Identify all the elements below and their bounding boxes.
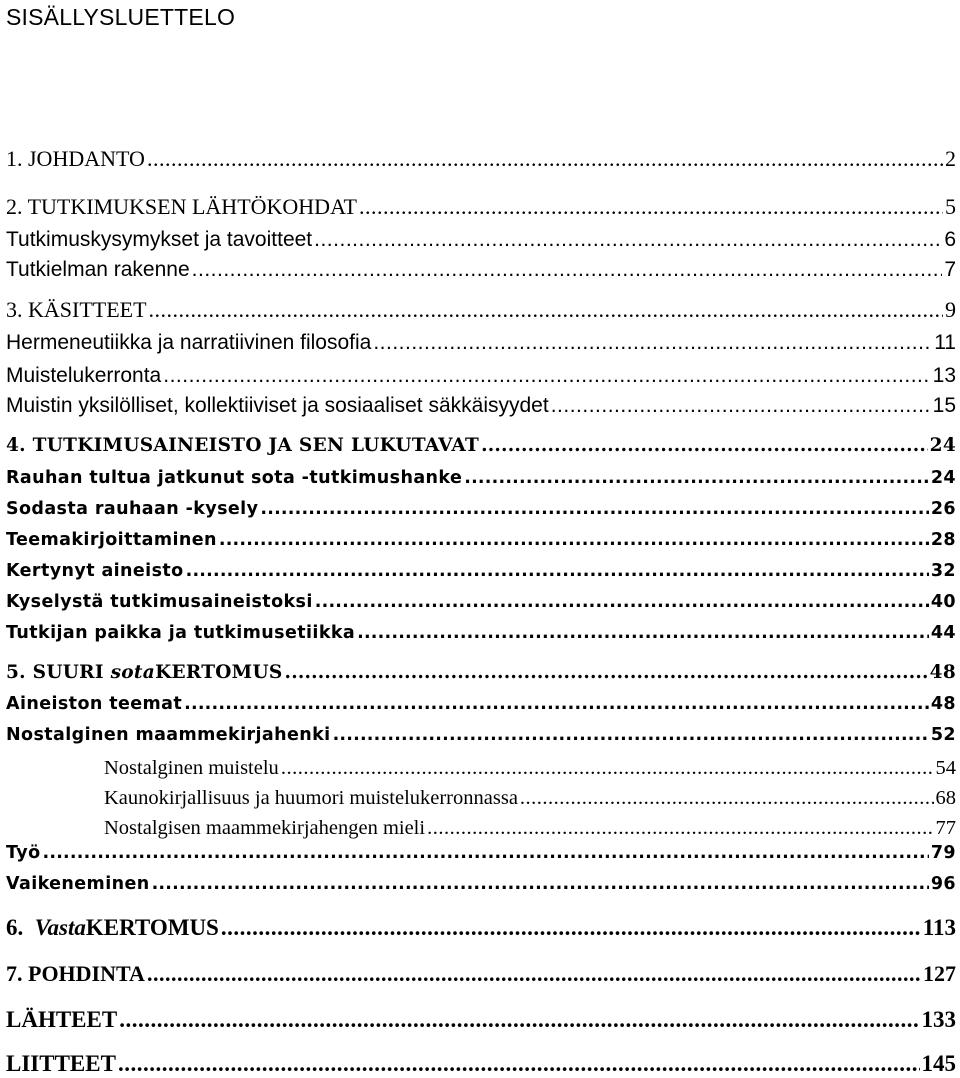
toc-entry-label: 4. TUTKIMUSAINEISTO JA SEN LUKUTAVAT <box>6 435 480 456</box>
toc-entry-label-prefix: 6. <box>6 915 35 940</box>
toc-dot-leader <box>147 960 921 988</box>
toc-dot-leader <box>359 193 943 221</box>
toc-dot-leader <box>219 526 929 554</box>
toc-dot-leader <box>221 914 921 942</box>
toc-entry-page-number: 13 <box>932 364 956 387</box>
toc-dot-leader <box>43 839 929 867</box>
toc-dot-leader <box>152 870 929 898</box>
toc-dot-leader <box>427 814 933 842</box>
toc-entry[interactable] <box>6 329 956 357</box>
toc-entry[interactable] <box>6 619 956 647</box>
toc-entry-page-number: 79 <box>930 843 956 863</box>
toc-entry[interactable] <box>6 464 956 492</box>
toc-dot-leader <box>464 464 929 492</box>
toc-entry-label: Kertynyt aineisto <box>6 561 184 581</box>
toc-entry-page-number: 2 <box>945 146 956 171</box>
toc-entry-page-number: 11 <box>934 331 956 354</box>
toc-entry-page-number: 48 <box>930 694 956 714</box>
toc-entry-label: Rauhan tultua jatkunut sota -tutkimushanke <box>6 468 463 488</box>
toc-entry-label: 3. KÄSITTEET <box>6 297 147 322</box>
toc-entry[interactable] <box>6 870 956 898</box>
toc-entry-label: Tutkijan paikka ja tutkimusetiikka <box>6 623 356 643</box>
toc-entry-page-number: 96 <box>930 874 956 894</box>
toc-entry-page-number: 28 <box>930 530 956 550</box>
toc-title: SISÄLLYSLUETTELO <box>6 4 236 30</box>
toc-entry[interactable] <box>6 432 956 460</box>
toc-entry-page-number: 77 <box>935 817 956 839</box>
toc-entry[interactable] <box>6 960 956 988</box>
toc-entry[interactable] <box>6 1050 956 1078</box>
toc-entry-page-number: 24 <box>929 435 956 456</box>
toc-entry-label: Kyselystä tutkimusaineistoksi <box>6 592 313 612</box>
toc-dot-leader <box>260 495 928 523</box>
toc-entry-label: Muistin yksilölliset, kollektiiviset ja sosiaaliset säkkäisyydet <box>6 394 549 417</box>
toc-entry-page-number: 54 <box>935 757 956 779</box>
toc-entry[interactable] <box>104 814 956 842</box>
toc-entry-label-prefix: 5. SUURI <box>6 662 111 683</box>
toc-entry-label-suffix: KERTOMUS <box>85 915 219 940</box>
toc-dot-leader <box>481 432 928 460</box>
toc-entry-page-number: 32 <box>930 561 956 581</box>
toc-entry[interactable] <box>6 1006 956 1034</box>
toc-entry-label: LIITTEET <box>6 1051 116 1076</box>
toc-dot-leader <box>357 619 929 647</box>
toc-entry-label: Tutkimuskysymykset ja tavoitteet <box>6 228 313 251</box>
toc-entry[interactable] <box>6 392 956 420</box>
toc-dot-leader <box>192 256 943 284</box>
toc-entry-label: Hermeneutiikka ja narratiivinen filosofia <box>6 331 372 354</box>
toc-entry-label-italic: sota <box>110 662 156 683</box>
toc-dot-leader <box>373 329 932 357</box>
toc-entry-page-number: 133 <box>921 1007 956 1032</box>
toc-entry-page-number: 68 <box>935 787 956 809</box>
toc-entry[interactable] <box>6 588 956 616</box>
toc-entry-label <box>6 659 283 687</box>
toc-entry-page-number: 15 <box>932 394 956 417</box>
toc-entry[interactable] <box>6 226 956 254</box>
toc-entry-page-number: 44 <box>930 623 956 643</box>
toc-entry[interactable] <box>6 659 956 687</box>
toc-entry-label: Nostalginen maammekirjahenki <box>6 725 331 745</box>
toc-entry-label: Sodasta rauhaan -kysely <box>6 499 259 519</box>
toc-entry[interactable] <box>6 526 956 554</box>
toc-entry[interactable] <box>6 495 956 523</box>
toc-entry-label: Muistelukerronta <box>6 364 162 387</box>
toc-entry-label <box>6 914 219 942</box>
toc-entry-label: 1. JOHDANTO <box>6 146 145 171</box>
toc-entry-label: Kaunokirjallisuus ja huumori muistelukerronnassa <box>104 787 518 809</box>
toc-dot-leader <box>285 659 928 687</box>
toc-dot-leader <box>315 588 929 616</box>
toc-entry-page-number: 145 <box>921 1051 956 1076</box>
toc-entry-label: Työ <box>6 843 41 863</box>
toc-entry-label-suffix: KERTOMUS <box>155 662 283 683</box>
toc-entry[interactable] <box>6 256 956 284</box>
toc-entry[interactable] <box>104 784 956 812</box>
toc-entry-page-number: 40 <box>930 592 956 612</box>
toc-entry[interactable] <box>6 296 956 324</box>
toc-entry-page-number: 24 <box>930 468 956 488</box>
toc-dot-leader <box>149 296 943 324</box>
toc-entry[interactable] <box>6 839 956 867</box>
toc-dot-leader <box>551 392 931 420</box>
toc-entry-label: Nostalginen muistelu <box>104 757 279 779</box>
toc-entry[interactable] <box>6 557 956 585</box>
toc-dot-leader <box>520 784 934 812</box>
toc-entry-page-number: 52 <box>930 725 956 745</box>
toc-entry[interactable] <box>104 754 956 782</box>
toc-entry-page-number: 113 <box>922 915 956 940</box>
toc-entry-page-number: 5 <box>945 194 956 219</box>
toc-entry-label-italic: Vasta <box>34 915 86 940</box>
toc-entry-label: Aineiston teemat <box>6 694 183 714</box>
toc-entry-label: 2. TUTKIMUKSEN LÄHTÖKOHDAT <box>6 194 357 219</box>
toc-entry[interactable] <box>6 145 956 173</box>
toc-dot-leader <box>184 690 929 718</box>
toc-entry-label: 7. POHDINTA <box>6 961 145 986</box>
toc-dot-leader <box>314 226 942 254</box>
toc-entry[interactable] <box>6 690 956 718</box>
toc-entry-page-number: 6 <box>944 228 956 251</box>
toc-entry-page-number: 7 <box>944 258 956 281</box>
toc-dot-leader <box>119 1006 919 1034</box>
toc-entry[interactable] <box>6 193 956 221</box>
toc-entry-label: Vaikeneminen <box>6 874 150 894</box>
toc-dot-leader <box>163 362 930 390</box>
toc-entry-page-number: 9 <box>945 297 956 322</box>
toc-entry[interactable] <box>6 914 956 942</box>
toc-dot-leader <box>147 145 943 173</box>
toc-entry[interactable] <box>6 362 956 390</box>
toc-dot-leader <box>186 557 929 585</box>
toc-entry-label: Nostalgisen maammekirjahengen mieli <box>104 817 426 839</box>
toc-entry-label: Teemakirjoittaminen <box>6 530 217 550</box>
toc-dot-leader <box>118 1050 920 1078</box>
toc-entry-label: Tutkielman rakenne <box>6 258 190 281</box>
toc-dot-leader <box>281 754 934 782</box>
toc-entry-label: LÄHTEET <box>6 1007 118 1032</box>
toc-entry-page-number: 127 <box>923 961 956 986</box>
toc-entry-page-number: 48 <box>929 662 956 683</box>
toc-dot-leader <box>333 721 929 749</box>
toc-entry-page-number: 26 <box>930 499 956 519</box>
toc-entry[interactable] <box>6 721 956 749</box>
